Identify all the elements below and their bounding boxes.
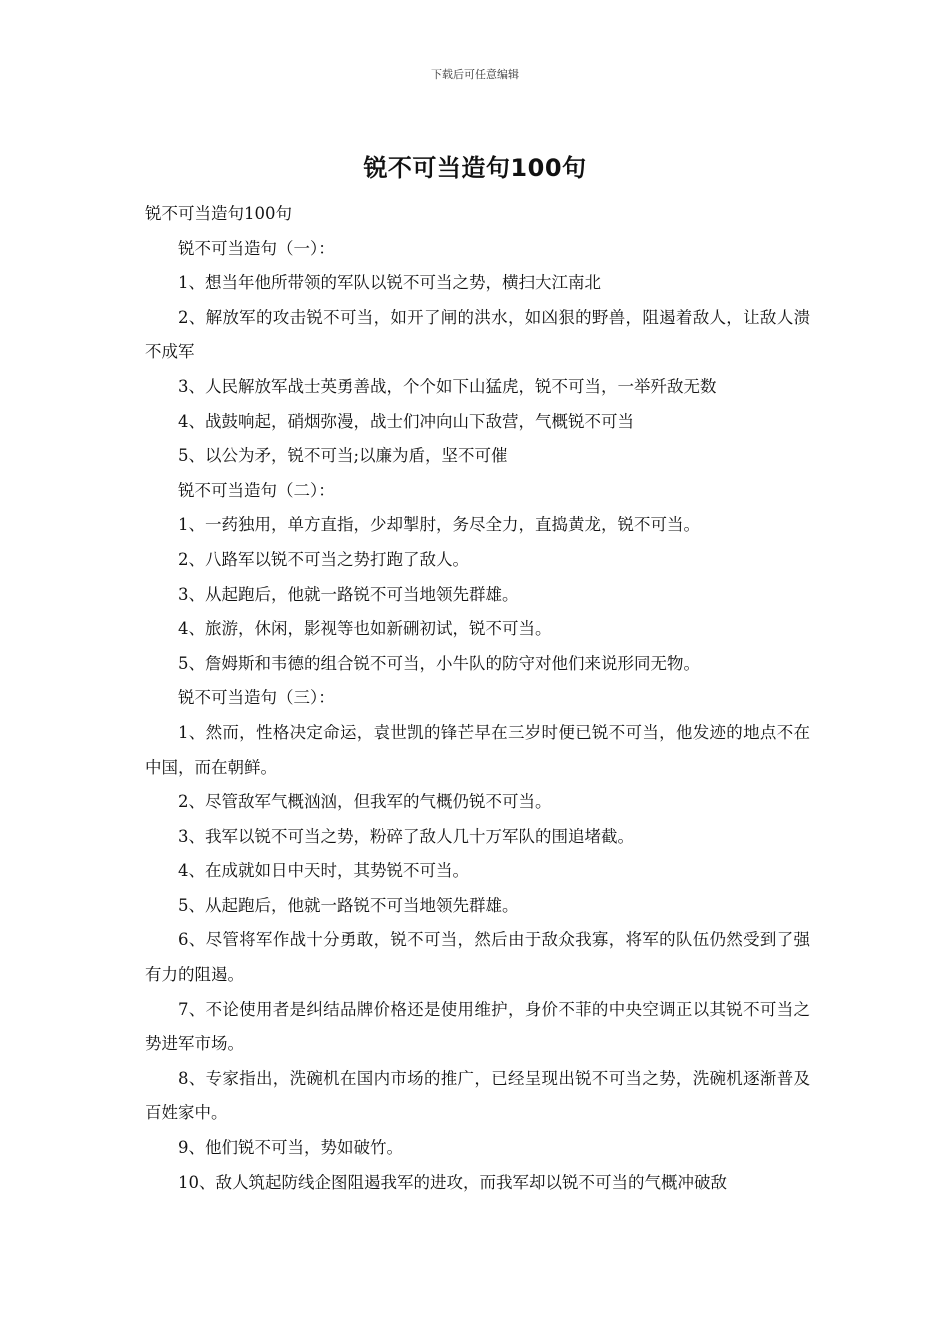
section-heading: 锐不可当造句（三）： bbox=[178, 688, 335, 708]
paragraph: 2、解放军的攻击锐不可当，如开了闸的洪水，如凶狠的野兽，阻遏着敌人，让敌人溃不成军 bbox=[145, 307, 810, 362]
paragraph: 1、一药独用，单方直指，少却掣肘，务尽全力，直捣黄龙，锐不可当。 bbox=[178, 515, 700, 535]
paragraph: 3、从起跑后，他就一路锐不可当地领先群雄。 bbox=[178, 584, 519, 604]
paragraph: 3、我军以锐不可当之势，粉碎了敌人几十万军队的围追堵截。 bbox=[178, 826, 634, 846]
section-heading: 锐不可当造句（二）： bbox=[178, 480, 335, 500]
paragraph: 4、旅游，休闲，影视等也如新硎初试，锐不可当。 bbox=[178, 619, 552, 639]
paragraph: 5、詹姆斯和韦德的组合锐不可当，小牛队的防守对他们来说形同无物。 bbox=[178, 653, 700, 673]
paragraph: 7、不论使用者是纠结品牌价格还是使用维护，身价不菲的中央空调正以其锐不可当之势进军市场。 bbox=[145, 999, 810, 1054]
paragraph: 5、以公为矛，锐不可当;以廉为盾，坚不可催 bbox=[178, 446, 508, 466]
paragraph: 2、八路军以锐不可当之势打跑了敌人。 bbox=[178, 549, 469, 569]
paragraph: 9、他们锐不可当，势如破竹。 bbox=[178, 1138, 403, 1158]
paragraph: 4、战鼓响起，硝烟弥漫，战士们冲向山下敌营，气概锐不可当 bbox=[178, 411, 634, 431]
document-body bbox=[145, 197, 810, 1200]
paragraph: 8、专家指出，洗碗机在国内市场的推广，已经呈现出锐不可当之势，洗碗机逐渐普及百姓家中。 bbox=[145, 1068, 810, 1123]
section-heading: 锐不可当造句（一）： bbox=[178, 238, 335, 258]
paragraph: 1、想当年他所带领的军队以锐不可当之势，横扫大江南北 bbox=[178, 273, 601, 293]
paragraph: 4、在成就如日中天时，其势锐不可当。 bbox=[178, 861, 469, 881]
paragraph: 10、敌人筑起防线企图阻遏我军的进攻，而我军却以锐不可当的气概冲破敌 bbox=[178, 1172, 727, 1192]
paragraph: 1、然而，性格决定命运，袁世凯的锋芒早在三岁时便已锐不可当，他发迹的地点不在中国，而在朝鲜。 bbox=[145, 722, 810, 777]
paragraph: 6、尽管将军作战十分勇敢，锐不可当，然后由于敌众我寡，将军的队伍仍然受到了强有力的阻遏。 bbox=[145, 930, 810, 985]
header-note: 下载后可任意编辑 bbox=[431, 68, 519, 81]
paragraph: 锐不可当造句100句 bbox=[145, 204, 292, 223]
paragraph: 2、尽管敌军气概汹汹，但我军的气概仍锐不可当。 bbox=[178, 792, 552, 812]
paragraph: 3、人民解放军战士英勇善战，个个如下山猛虎，锐不可当，一举歼敌无数 bbox=[178, 376, 717, 396]
paragraph: 5、从起跑后，他就一路锐不可当地领先群雄。 bbox=[178, 895, 519, 915]
document-title: 锐不可当造句100句 bbox=[363, 154, 587, 182]
